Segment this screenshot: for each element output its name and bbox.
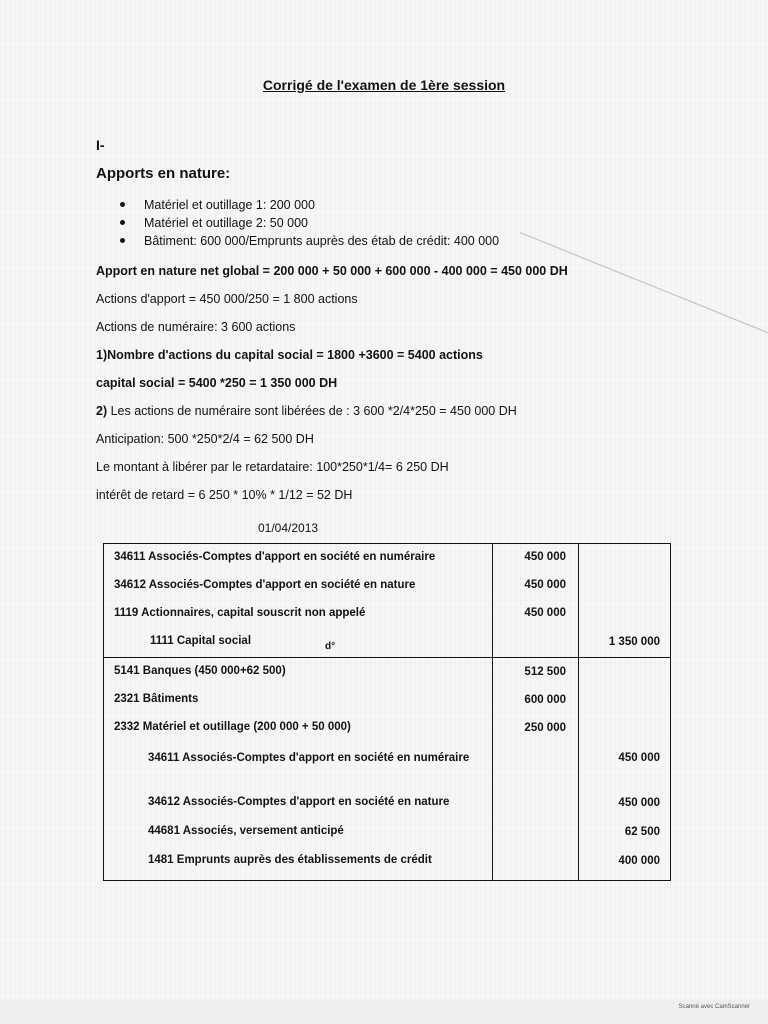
actions-numeraire-line: Actions de numéraire: 3 600 actions bbox=[96, 320, 296, 334]
apport-net-result: 450 000 DH bbox=[501, 264, 568, 278]
journal-row-label: 2321 Bâtiments bbox=[114, 693, 199, 705]
journal-row-debit: 600 000 bbox=[524, 694, 566, 706]
ditto-mark: d° bbox=[325, 641, 336, 652]
journal-row-label: 5141 Banques (450 000+62 500) bbox=[114, 665, 286, 677]
bullet-item: Matériel et outillage 1: 200 000 bbox=[118, 196, 499, 214]
bullet-list bbox=[118, 196, 499, 250]
journal-row-debit: 450 000 bbox=[524, 551, 566, 563]
apport-net-line bbox=[96, 264, 568, 278]
journal-date: 01/04/2013 bbox=[258, 521, 319, 535]
journal-row-credit: 450 000 bbox=[618, 752, 660, 764]
page-title: Corrigé de l'examen de 1ère session bbox=[262, 77, 506, 93]
section-number: I- bbox=[96, 137, 105, 153]
journal-row-label: 34612 Associés-Comptes d'apport en société en nature bbox=[148, 796, 450, 808]
journal-row-debit: 450 000 bbox=[524, 579, 566, 591]
journal-row-credit: 1 350 000 bbox=[608, 636, 660, 648]
retardataire-line: Le montant à libérer par le retardataire: 100*250*1/4= 6 250 DH bbox=[96, 460, 449, 474]
interet-line: intérêt de retard = 6 250 * 10% * 1/12 = 52 DH bbox=[96, 488, 353, 502]
journal-row-credit: 62 500 bbox=[624, 826, 660, 838]
journal-row-label: 1111 Capital social bbox=[150, 635, 252, 647]
apport-net-formula: Apport en nature net global = 200 000 + 50 000 + 600 000 - 400 000 = bbox=[96, 264, 502, 278]
credit-column-divider bbox=[578, 544, 579, 880]
journal-row-label: 2332 Matériel et outillage (200 000 + 50 000) bbox=[114, 721, 351, 733]
journal-row-label: 1119 Actionnaires, capital souscrit non appelé bbox=[114, 607, 366, 619]
question-2-line bbox=[96, 404, 517, 418]
debit-column-divider bbox=[492, 544, 493, 880]
journal-row-debit: 512 500 bbox=[524, 666, 566, 678]
journal-row-label: 34611 Associés-Comptes d'apport en société en numéraire bbox=[148, 752, 470, 764]
actions-apport-line: Actions d'apport = 450 000/250 = 1 800 actions bbox=[96, 292, 358, 306]
bullet-item: Matériel et outillage 2: 50 000 bbox=[118, 214, 499, 232]
section-heading: Apports en nature: bbox=[96, 165, 231, 182]
capital-social-line: capital social = 5400 *250 = 1 350 000 DH bbox=[96, 376, 338, 390]
entry-divider bbox=[104, 657, 670, 658]
journal-row-debit: 450 000 bbox=[524, 607, 566, 619]
scanner-credit: Scanné avec CamScanner bbox=[678, 1004, 750, 1010]
journal-row-label: 34612 Associés-Comptes d'apport en société en nature bbox=[114, 579, 416, 591]
journal-row-debit: 250 000 bbox=[524, 722, 566, 734]
bullet-item: Bâtiment: 600 000/Emprunts auprès des étab de crédit: 400 000 bbox=[118, 232, 499, 250]
question-2-text: Les actions de numéraire sont libérées de : 3 600 *2/4*250 = 450 000 DH bbox=[107, 404, 517, 418]
anticipation-line: Anticipation: 500 *250*2/4 = 62 500 DH bbox=[96, 432, 314, 446]
pen-stroke bbox=[520, 232, 768, 360]
nombre-actions-line: 1)Nombre d'actions du capital social = 1800 +3600 = 5400 actions bbox=[96, 348, 483, 362]
question-2-number: 2) bbox=[96, 404, 108, 418]
journal-row-label: 34611 Associés-Comptes d'apport en société en numéraire bbox=[114, 551, 436, 563]
journal-row-credit: 400 000 bbox=[618, 855, 660, 867]
journal-row-label: 1481 Emprunts auprès des établissements de crédit bbox=[148, 854, 432, 866]
journal-row-label: 44681 Associés, versement anticipé bbox=[148, 825, 344, 837]
journal-table bbox=[103, 543, 671, 881]
journal-row-credit: 450 000 bbox=[618, 797, 660, 809]
